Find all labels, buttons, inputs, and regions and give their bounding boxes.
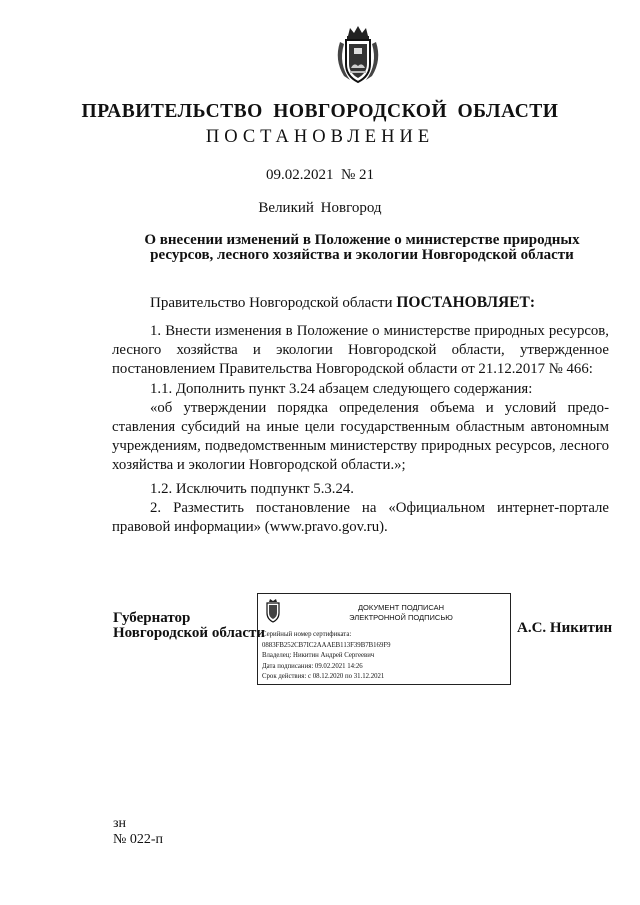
stamp-title-line-2: ЭЛЕКТРОННОЙ ПОДПИСЬЮ (349, 613, 453, 622)
stamp-details (262, 630, 391, 683)
paragraph-2: 2. Разместить постановление на «Официальном интернет-портале правовой информации» (www.pravo.gov.ru). (112, 500, 609, 535)
electronic-signature-stamp (257, 593, 511, 685)
paragraph-1-1: 1.1. Дополнить пункт 3.24 абзацем следующего содержания: (150, 381, 533, 397)
document-code: № 022-п (113, 832, 164, 847)
resolution-intro (150, 294, 535, 312)
date-number-line (0, 167, 640, 184)
subject-line-1: О внесении изменений в Положение о министерстве природных (144, 232, 580, 248)
stamp-cert-number: 0883FB252CB7IC2AAAEB113F39B7B169F9 (262, 641, 391, 649)
document-subject (130, 233, 594, 263)
stamp-cert-label: Серийный номер сертификата: (262, 631, 352, 638)
signatory-position (113, 611, 265, 641)
document-number: № 21 (340, 167, 375, 183)
paragraph-1: 1. Внести изменения в Положение о министерстве природных ресурсов, лесного хозяйства и экологии Новгородской области, утвержденное постановлением Правительства Новгородской области от 21.12.2017 № 466: (112, 323, 609, 377)
coat-of-arms-icon (330, 24, 386, 86)
subject-line-2: ресурсов, лесного хозяйства и экологии Новгородской области (150, 247, 574, 263)
position-line-1: Губернатор (113, 610, 191, 626)
paragraph-1-1-quote: «об утверждении порядка определения объема и условий предо-ставления субсидий на иные цели государственным областным автономным учреждениям, подведомственным министерству природных ресурсов, лесного хозяйства и экологии Новгородской области.»; (112, 400, 609, 473)
organization-title: ПРАВИТЕЛЬСТВО НОВГОРОДСКОЙ ОБЛАСТИ (81, 101, 559, 122)
stamp-validity: Срок действия: с 08.12.2020 по 31.12.2021 (262, 673, 385, 681)
stamp-owner: Владелец: Никитин Андрей Сергеевич (262, 652, 375, 660)
signer-name: А.С. Никитин (517, 620, 613, 636)
footer-note (113, 816, 163, 848)
stamp-signed-date: Дата подписания: 09.02.2021 14:26 (262, 662, 363, 670)
executor-initials: зн (113, 816, 127, 831)
city: Великий Новгород (258, 200, 382, 216)
paragraph-1-2: 1.2. Исключить подпункт 5.3.24. (150, 481, 354, 497)
position-line-2: Новгородской области (113, 625, 266, 641)
coat-of-arms-small-icon (263, 598, 283, 623)
document-type: ПОСТАНОВЛЕНИЕ (205, 127, 435, 147)
intro-keyword: ПОСТАНОВЛЯЕТ: (396, 294, 536, 311)
document-date: 09.02.2021 (265, 167, 334, 183)
stamp-title (294, 603, 508, 623)
stamp-title-line-1: ДОКУМЕНТ ПОДПИСАН (357, 603, 445, 612)
intro-text: Правительство Новгородской области (150, 295, 393, 311)
